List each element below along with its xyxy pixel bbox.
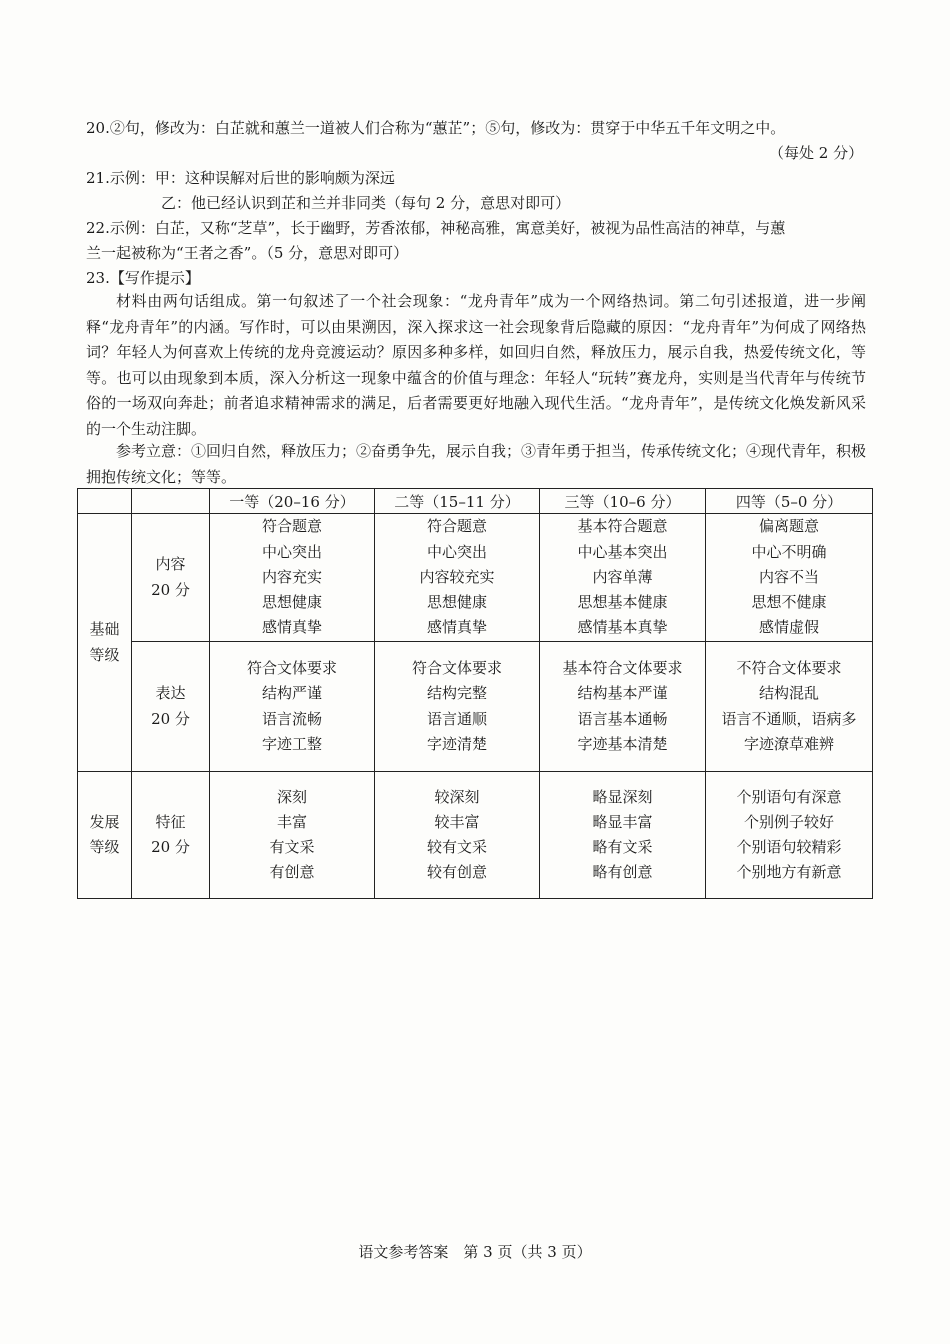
answer-q20-score: （每处 2 分） (769, 144, 864, 162)
answer-q22-line2: 兰一起被称为“王者之香”。（5 分，意思对即可） (86, 244, 409, 262)
grade-1-header: 一等（20–16 分） (210, 489, 375, 514)
expression-label: 表达 20 分 (132, 642, 210, 772)
grade-3-header: 三等（10–6 分） (540, 489, 706, 514)
feature-grade-4: 个别语句有深意 个别例子较好 个别语句较精彩 个别地方有新意 (706, 772, 873, 899)
rubric-corner-cell (78, 489, 132, 514)
answer-q21-b: 乙：他已经认识到芷和兰并非同类（每句 2 分，意思对即可） (161, 194, 571, 212)
content-label: 内容 20 分 (132, 514, 210, 642)
rubric-expression-row (78, 642, 873, 772)
answer-q23-title: 23.【写作提示】 (86, 269, 200, 287)
rubric-corner-cell (132, 489, 210, 514)
reference-themes-paragraph: 参考立意：①回归自然，释放压力；②奋勇争先，展示自我；③青年勇于担当，传承传统文化；④现代青年，积极拥抱传统文化；等等。 (86, 442, 867, 486)
basic-level-label: 基础 等级 (78, 514, 132, 772)
feature-grade-2: 较深刻 较丰富 较有文采 较有创意 (375, 772, 540, 899)
rubric-content-row (78, 514, 873, 642)
grade-2-header: 二等（15–11 分） (375, 489, 540, 514)
page-footer: 语文参考答案 第 3 页（共 3 页） (358, 1243, 592, 1261)
content-grade-1: 符合题意 中心突出 内容充实 思想健康 感情真挚 (210, 514, 375, 642)
rubric-development-row (78, 772, 873, 899)
answer-q22-line1: 22.示例：白芷，又称“芝草”，长于幽野，芳香浓郁，神秘高雅，寓意美好，被视为品性高洁的神草，与蕙 (86, 219, 786, 237)
feature-label: 特征 20 分 (132, 772, 210, 899)
expression-grade-2: 符合文体要求 结构完整 语言通顺 字迹清楚 (375, 642, 540, 772)
writing-tips-paragraph: 材料由两句话组成。第一句叙述了一个社会现象：“龙舟青年”成为一个网络热词。第二句引述报道，进一步阐释“龙舟青年”的内涵。写作时，可以由果溯因，深入探求这一社会现象背后隐藏的原因：“龙舟青年”为何成了网络热词？年轻人为何喜欢上传统的龙舟竞渡运动？原因多种多样，如回归自然，释放压力，展示自我，热爱传统文化，等等。也可以由现象到本质，深入分析这一现象中蕴含的价值与理念：年轻人“玩转”赛龙舟，实则是当代青年与传统节俗的一场双向奔赴；前者追求精神需求的满足，后者需要更好地融入现代生活。“龙舟青年”，是传统文化焕发新风采的一个生动注脚。 (86, 292, 866, 438)
expression-grade-3: 基本符合文体要求 结构基本严谨 语言基本通畅 字迹基本清楚 (540, 642, 706, 772)
answer-q21-a: 21.示例：甲：这种误解对后世的影响颇为深远 (86, 169, 395, 187)
development-level-label: 发展 等级 (78, 772, 132, 899)
grade-4-header: 四等（5–0 分） (706, 489, 873, 514)
scoring-rubric-table (77, 488, 873, 899)
rubric-header-row (78, 489, 873, 514)
content-grade-4: 偏离题意 中心不明确 内容不当 思想不健康 感情虚假 (706, 514, 873, 642)
feature-grade-1: 深刻 丰富 有文采 有创意 (210, 772, 375, 899)
feature-grade-3: 略显深刻 略显丰富 略有文采 略有创意 (540, 772, 706, 899)
answer-q20: 20.②句，修改为：白芷就和蕙兰一道被人们合称为“蕙芷”；⑤句，修改为：贯穿于中华五千年文明之中。 (86, 119, 786, 137)
expression-grade-1: 符合文体要求 结构严谨 语言流畅 字迹工整 (210, 642, 375, 772)
content-grade-3: 基本符合题意 中心基本突出 内容单薄 思想基本健康 感情基本真挚 (540, 514, 706, 642)
expression-grade-4: 不符合文体要求 结构混乱 语言不通顺，语病多 字迹潦草难辨 (706, 642, 873, 772)
content-grade-2: 符合题意 中心突出 内容较充实 思想健康 感情真挚 (375, 514, 540, 642)
